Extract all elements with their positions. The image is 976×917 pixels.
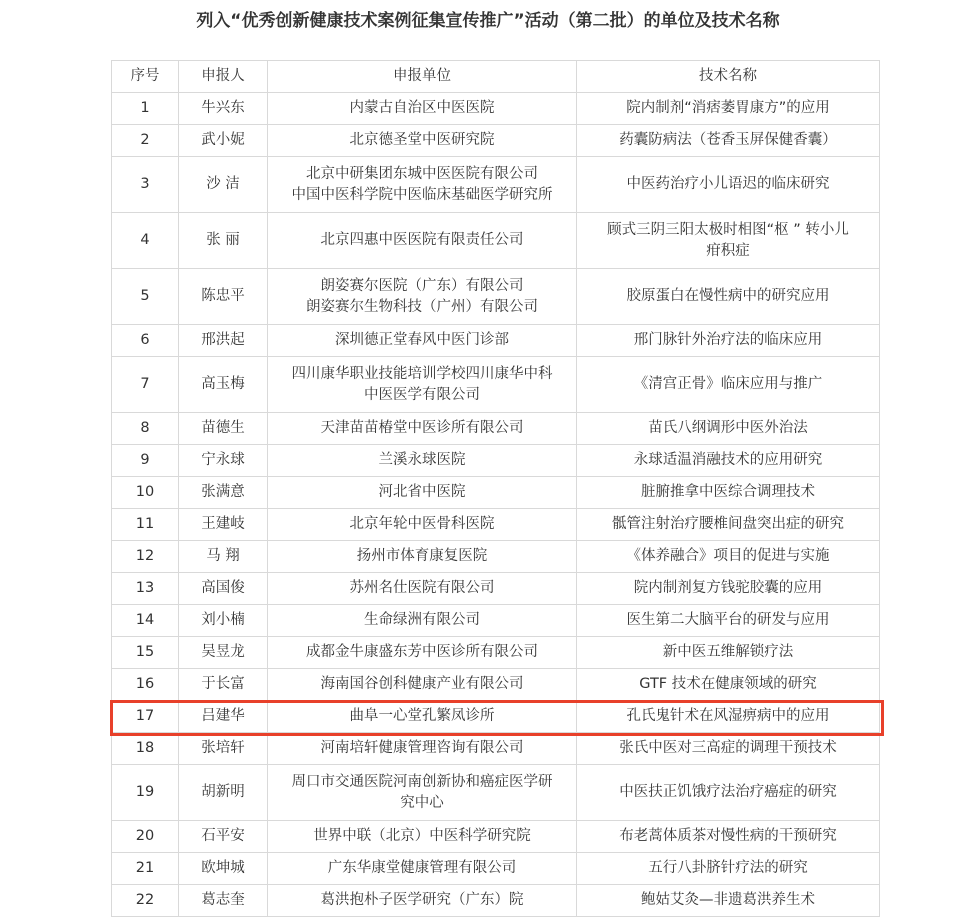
applicant-unit-line: 兰溪永球医院 <box>378 452 466 468</box>
applicant-name: 苗德生 <box>179 413 268 445</box>
technology-name <box>577 413 880 445</box>
applicant-unit <box>268 885 577 917</box>
table-row <box>112 325 880 357</box>
technology-name <box>577 541 880 573</box>
column-header-number: 序号 <box>112 61 179 93</box>
technology-name-line: 布老蒿体质茶对慢性病的干预研究 <box>619 828 837 844</box>
technology-name <box>577 853 880 885</box>
technology-name-line: 院内制剂复方钱驼胶囊的应用 <box>633 580 823 596</box>
applicant-unit-line: 生命绿洲有限公司 <box>364 612 480 628</box>
table-row <box>112 213 880 269</box>
table-row <box>112 509 880 541</box>
applicant-unit-line: 河北省中医院 <box>378 484 466 500</box>
row-number: 20 <box>112 821 179 853</box>
applicant-name: 高国俊 <box>179 573 268 605</box>
applicant-name: 欧坤城 <box>179 853 268 885</box>
applicant-unit <box>268 509 577 541</box>
applicant-unit-line: 中医医学有限公司 <box>364 386 480 403</box>
applicant-unit-line: 葛洪抱朴子医学研究（广东）院 <box>320 892 524 908</box>
table-row <box>112 93 880 125</box>
technology-name-line: 邢门脉针外治疗法的临床应用 <box>633 332 823 348</box>
technology-name-line: 《清宫正骨》临床应用与推广 <box>633 376 823 392</box>
technology-name <box>577 509 880 541</box>
applicant-name: 葛志奎 <box>179 885 268 917</box>
applicant-name: 吴昱龙 <box>179 637 268 669</box>
applicant-unit-line: 北京中研集团东城中医医院有限公司 <box>306 165 538 182</box>
technology-name <box>577 477 880 509</box>
applicant-unit <box>268 445 577 477</box>
applicant-name: 石平安 <box>179 821 268 853</box>
applicant-unit-line: 北京德圣堂中医研究院 <box>349 132 495 148</box>
table-row <box>112 413 880 445</box>
table-row <box>112 853 880 885</box>
applicant-unit-line: 究中心 <box>400 794 444 811</box>
applicant-name: 邢洪起 <box>179 325 268 357</box>
technology-name-line: 疳积症 <box>706 242 750 259</box>
table-row <box>112 733 880 765</box>
applicant-unit <box>268 413 577 445</box>
row-number: 4 <box>112 213 179 269</box>
applicant-name: 张 丽 <box>179 213 268 269</box>
row-number: 18 <box>112 733 179 765</box>
row-number: 17 <box>112 701 179 733</box>
applicant-name: 宁永球 <box>179 445 268 477</box>
row-number: 6 <box>112 325 179 357</box>
technology-name-line: 院内制剂“消痞萎胃康方”的应用 <box>626 100 830 116</box>
applicant-table <box>111 60 880 917</box>
row-number: 8 <box>112 413 179 445</box>
applicant-unit <box>268 733 577 765</box>
technology-name <box>577 669 880 701</box>
applicant-unit-line: 广东华康堂健康管理有限公司 <box>327 860 517 876</box>
technology-name-line: 孔氏鬼针术在风湿痹病中的应用 <box>626 708 830 724</box>
row-number: 22 <box>112 885 179 917</box>
table-body <box>112 93 880 917</box>
applicant-unit-line: 深圳德正堂春风中医门诊部 <box>335 332 509 348</box>
table-row <box>112 125 880 157</box>
applicant-unit <box>268 541 577 573</box>
applicant-unit-line: 内蒙古自治区中医医院 <box>349 100 495 116</box>
applicant-name: 高玉梅 <box>179 357 268 413</box>
table-row <box>112 605 880 637</box>
applicant-unit <box>268 669 577 701</box>
applicant-unit-line: 曲阜一心堂孔繁凤诊所 <box>349 708 495 724</box>
table-row <box>112 445 880 477</box>
applicant-unit <box>268 357 577 413</box>
technology-name-line: 胶原蛋白在慢性病中的研究应用 <box>626 288 830 304</box>
applicant-unit <box>268 157 577 213</box>
row-number: 14 <box>112 605 179 637</box>
technology-name-line: 中医扶正饥饿疗法治疗癌症的研究 <box>619 784 837 800</box>
table-row <box>112 669 880 701</box>
technology-name <box>577 605 880 637</box>
row-number: 1 <box>112 93 179 125</box>
applicant-unit-line: 河南培轩健康管理咨询有限公司 <box>320 740 524 756</box>
applicant-unit <box>268 213 577 269</box>
applicant-name: 沙 洁 <box>179 157 268 213</box>
applicant-name: 刘小楠 <box>179 605 268 637</box>
table-row <box>112 269 880 325</box>
applicant-name: 牛兴东 <box>179 93 268 125</box>
applicant-unit-line: 朗姿赛尔医院（广东）有限公司 <box>320 277 524 294</box>
applicant-unit-line: 世界中联（北京）中医科学研究院 <box>313 828 531 844</box>
technology-name <box>577 125 880 157</box>
column-header-technology: 技术名称 <box>577 61 880 93</box>
applicant-unit-line: 扬州市体育康复医院 <box>356 548 488 564</box>
applicant-name: 马 翔 <box>179 541 268 573</box>
applicant-name: 于长富 <box>179 669 268 701</box>
applicant-unit <box>268 325 577 357</box>
table-row <box>112 765 880 821</box>
applicant-name: 胡新明 <box>179 765 268 821</box>
technology-name <box>577 573 880 605</box>
technology-name-line: 顾式三阴三阳太极时相图“枢 ” 转小儿 <box>607 221 849 238</box>
applicant-unit <box>268 765 577 821</box>
technology-name-line: GTF 技术在健康领域的研究 <box>639 676 817 692</box>
technology-name <box>577 765 880 821</box>
applicant-unit <box>268 853 577 885</box>
applicant-name: 吕建华 <box>179 701 268 733</box>
applicant-unit <box>268 605 577 637</box>
technology-name-line: 鲍姑艾灸—非遗葛洪养生术 <box>641 892 815 908</box>
applicant-unit-line: 成都金牛康盛东芳中医诊所有限公司 <box>306 644 538 660</box>
column-header-unit: 申报单位 <box>268 61 577 93</box>
applicant-unit-line: 苏州名仕医院有限公司 <box>349 580 495 596</box>
column-header-applicant: 申报人 <box>179 61 268 93</box>
technology-name-line: 骶管注射治疗腰椎间盘突出症的研究 <box>612 516 844 532</box>
applicant-name: 陈忠平 <box>179 269 268 325</box>
row-number: 15 <box>112 637 179 669</box>
row-number: 21 <box>112 853 179 885</box>
applicant-unit <box>268 269 577 325</box>
row-number: 12 <box>112 541 179 573</box>
row-number: 19 <box>112 765 179 821</box>
technology-name-line: 五行八卦脐针疗法的研究 <box>648 860 808 876</box>
technology-name <box>577 885 880 917</box>
applicant-unit-line: 朗姿赛尔生物科技（广州）有限公司 <box>306 298 538 315</box>
technology-name-line: 张氏中医对三高症的调理干预技术 <box>619 740 837 756</box>
table-row <box>112 701 880 733</box>
row-number: 9 <box>112 445 179 477</box>
row-number: 11 <box>112 509 179 541</box>
applicant-unit <box>268 821 577 853</box>
applicant-unit <box>268 477 577 509</box>
technology-name <box>577 325 880 357</box>
technology-name <box>577 213 880 269</box>
table-row <box>112 885 880 917</box>
applicant-name: 张培轩 <box>179 733 268 765</box>
table-row <box>112 541 880 573</box>
applicant-unit <box>268 637 577 669</box>
technology-name-line: 苗氏八纲调形中医外治法 <box>648 420 808 436</box>
technology-name <box>577 701 880 733</box>
applicant-unit-line: 北京年轮中医骨科医院 <box>349 516 495 532</box>
technology-name-line: 脏腑推拿中医综合调理技术 <box>641 484 815 500</box>
technology-name <box>577 733 880 765</box>
applicant-unit-line: 北京四惠中医医院有限责任公司 <box>320 232 524 248</box>
applicant-unit-line: 四川康华职业技能培训学校四川康华中科 <box>291 365 553 382</box>
applicant-unit <box>268 701 577 733</box>
row-number: 13 <box>112 573 179 605</box>
technology-name <box>577 357 880 413</box>
table-row <box>112 821 880 853</box>
applicant-unit-line: 周口市交通医院河南创新协和癌症医学研 <box>291 773 553 790</box>
applicant-unit <box>268 125 577 157</box>
table-row <box>112 637 880 669</box>
applicant-unit-line: 中国中医科学院中医临床基础医学研究所 <box>291 186 553 203</box>
table-row <box>112 573 880 605</box>
applicant-name: 武小妮 <box>179 125 268 157</box>
row-number: 16 <box>112 669 179 701</box>
technology-name <box>577 157 880 213</box>
applicant-name: 张满意 <box>179 477 268 509</box>
applicant-unit <box>268 93 577 125</box>
technology-name-line: 新中医五维解锁疗法 <box>662 644 794 660</box>
technology-name-line: 药囊防病法（苍香玉屏保健香囊） <box>619 132 837 148</box>
table-row <box>112 477 880 509</box>
applicant-unit-line: 海南国谷创科健康产业有限公司 <box>320 676 524 692</box>
technology-name-line: 永球适温消融技术的应用研究 <box>633 452 823 468</box>
technology-name <box>577 269 880 325</box>
table-row <box>112 157 880 213</box>
row-number: 5 <box>112 269 179 325</box>
row-number: 7 <box>112 357 179 413</box>
applicant-unit <box>268 573 577 605</box>
applicant-unit-line: 天津苗苗椿堂中医诊所有限公司 <box>320 420 524 436</box>
technology-name <box>577 821 880 853</box>
table-header-row <box>112 61 880 93</box>
table-row <box>112 357 880 413</box>
technology-name-line: 《体养融合》项目的促进与实施 <box>626 548 830 564</box>
technology-name <box>577 637 880 669</box>
technology-name-line: 医生第二大脑平台的研发与应用 <box>626 612 830 628</box>
row-number: 3 <box>112 157 179 213</box>
row-number: 10 <box>112 477 179 509</box>
technology-name <box>577 445 880 477</box>
technology-name <box>577 93 880 125</box>
applicant-name: 王建岐 <box>179 509 268 541</box>
row-number: 2 <box>112 125 179 157</box>
page-title: 列入“优秀创新健康技术案例征集宣传推广”活动（第二批）的单位及技术名称 <box>196 11 780 31</box>
technology-name-line: 中医药治疗小儿语迟的临床研究 <box>626 176 830 192</box>
